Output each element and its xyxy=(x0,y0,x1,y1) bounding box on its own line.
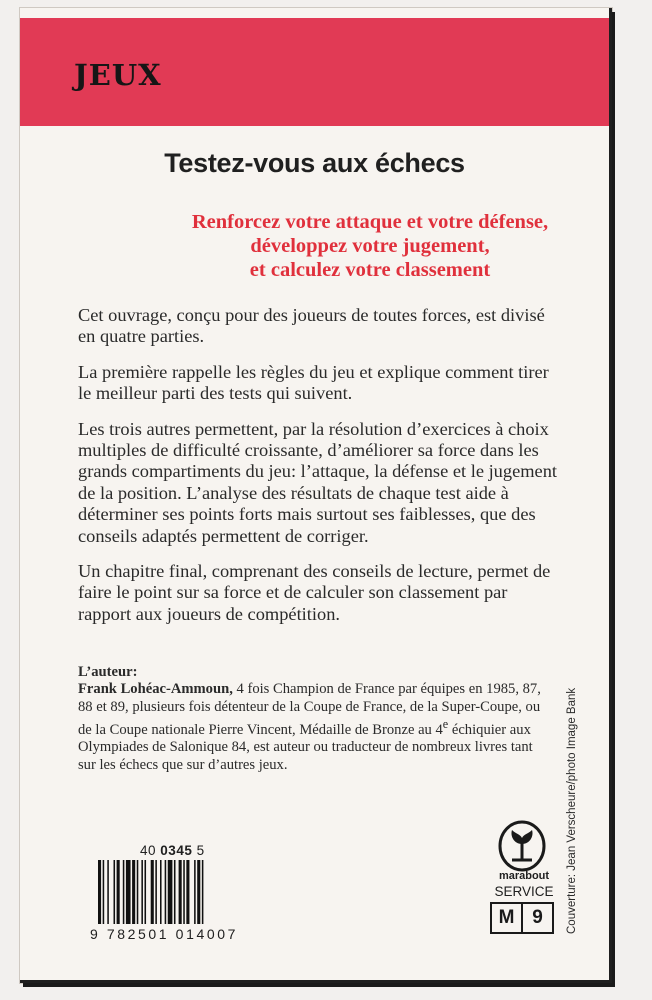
description-paragraph: Un chapitre final, comprenant des conseils de lecture, permet de faire le point sur sa force et de calculer son classement par rapport aux joueurs de compétition. xyxy=(78,561,551,624)
barcode-bar xyxy=(183,860,185,924)
author-name: Frank Lohéac-Ammoun, xyxy=(78,681,233,698)
barcode-bar xyxy=(179,860,182,924)
product-code-main: 0345 xyxy=(160,843,193,858)
tagline-line: développez votre jugement, xyxy=(250,235,490,257)
tagline xyxy=(170,210,570,282)
product-code-suffix: 5 xyxy=(196,843,205,858)
publisher-service: SERVICE xyxy=(494,884,554,899)
book-back-cover xyxy=(20,8,612,983)
barcode-bar xyxy=(174,860,176,924)
isbn-digits: 9 782501 014007 xyxy=(90,926,238,942)
description-paragraph: La première rappelle les règles du jeu et explique comment tirer le meilleur parti des tests qui suivent. xyxy=(78,361,549,404)
barcode-bar xyxy=(202,860,204,924)
barcode-bar xyxy=(117,860,120,924)
author-heading: L’auteur: xyxy=(78,664,138,680)
category-label: JEUX xyxy=(74,58,162,92)
barcode xyxy=(98,860,250,924)
product-code xyxy=(140,843,205,858)
author-bio-text: 4 fois Champion de France par équipes en 1985, 87, 88 et 89, plusieurs fois détenteur de la Coupe de France, de la Super-Coupe, ou de la Coupe nationale Pierre Vincent, Médaille de Bronze au 4 xyxy=(78,681,541,739)
barcode-bar xyxy=(98,860,101,924)
marabout-flower-logo-icon xyxy=(498,820,546,872)
author-bio xyxy=(78,664,548,774)
barcode-bar xyxy=(194,860,196,924)
barcode-bar xyxy=(145,860,147,924)
barcode-bar xyxy=(168,860,173,924)
description-paragraph: Cet ouvrage, conçu pour des joueurs de toutes forces, est divisé en quatre parties. xyxy=(78,305,545,347)
description-paragraph: Les trois autres permettent, par la résolution d’exercices à choix multiples de difficulté croissante, d’améliorer sa force dans les grands compartiments du jeu: l’attaque, la défense et le jugement de la position. L’analyse des résultats de chaque test aide à déterminer ses points forts mais surtout ses faiblesses, que des conseils adaptés permettent de corriger. xyxy=(78,418,558,546)
barcode-bar xyxy=(126,860,131,924)
description xyxy=(78,305,564,639)
barcode-bar xyxy=(132,860,135,924)
barcode-bar xyxy=(114,860,116,924)
barcode-bar xyxy=(137,860,139,924)
barcode-bar xyxy=(186,860,189,924)
barcode-bar xyxy=(160,860,162,924)
tagline-line: Renforcez votre attaque et votre défense, xyxy=(191,211,549,233)
publisher-name: marabout xyxy=(498,870,550,882)
barcode-bar xyxy=(155,860,157,924)
tagline-line: et calculez votre classement xyxy=(249,259,491,281)
barcode-bar xyxy=(197,860,200,924)
barcode-bar xyxy=(123,860,125,924)
product-code-prefix: 40 xyxy=(140,843,157,858)
barcode-bar xyxy=(141,860,143,924)
barcode-bar xyxy=(107,860,109,924)
series-letter: M xyxy=(498,907,515,928)
book-title: Testez-vous aux échecs xyxy=(164,148,465,178)
author-bio-text-end: échiquier aux Olympiades de Salonique 84, est auteur ou traducteur de nombreux livres tant sur les échecs que sur d’autres jeux. xyxy=(78,722,533,773)
author-bio-superscript: e xyxy=(442,717,449,732)
barcode-bar xyxy=(165,860,167,924)
barcode-bar xyxy=(103,860,105,924)
cover-credit: Couverture: Jean Verscheure/photo Image Bank xyxy=(566,687,578,934)
barcode-bar xyxy=(151,860,154,924)
series-number: 9 xyxy=(521,904,552,932)
category-band xyxy=(20,18,609,126)
series-badge xyxy=(490,902,554,934)
